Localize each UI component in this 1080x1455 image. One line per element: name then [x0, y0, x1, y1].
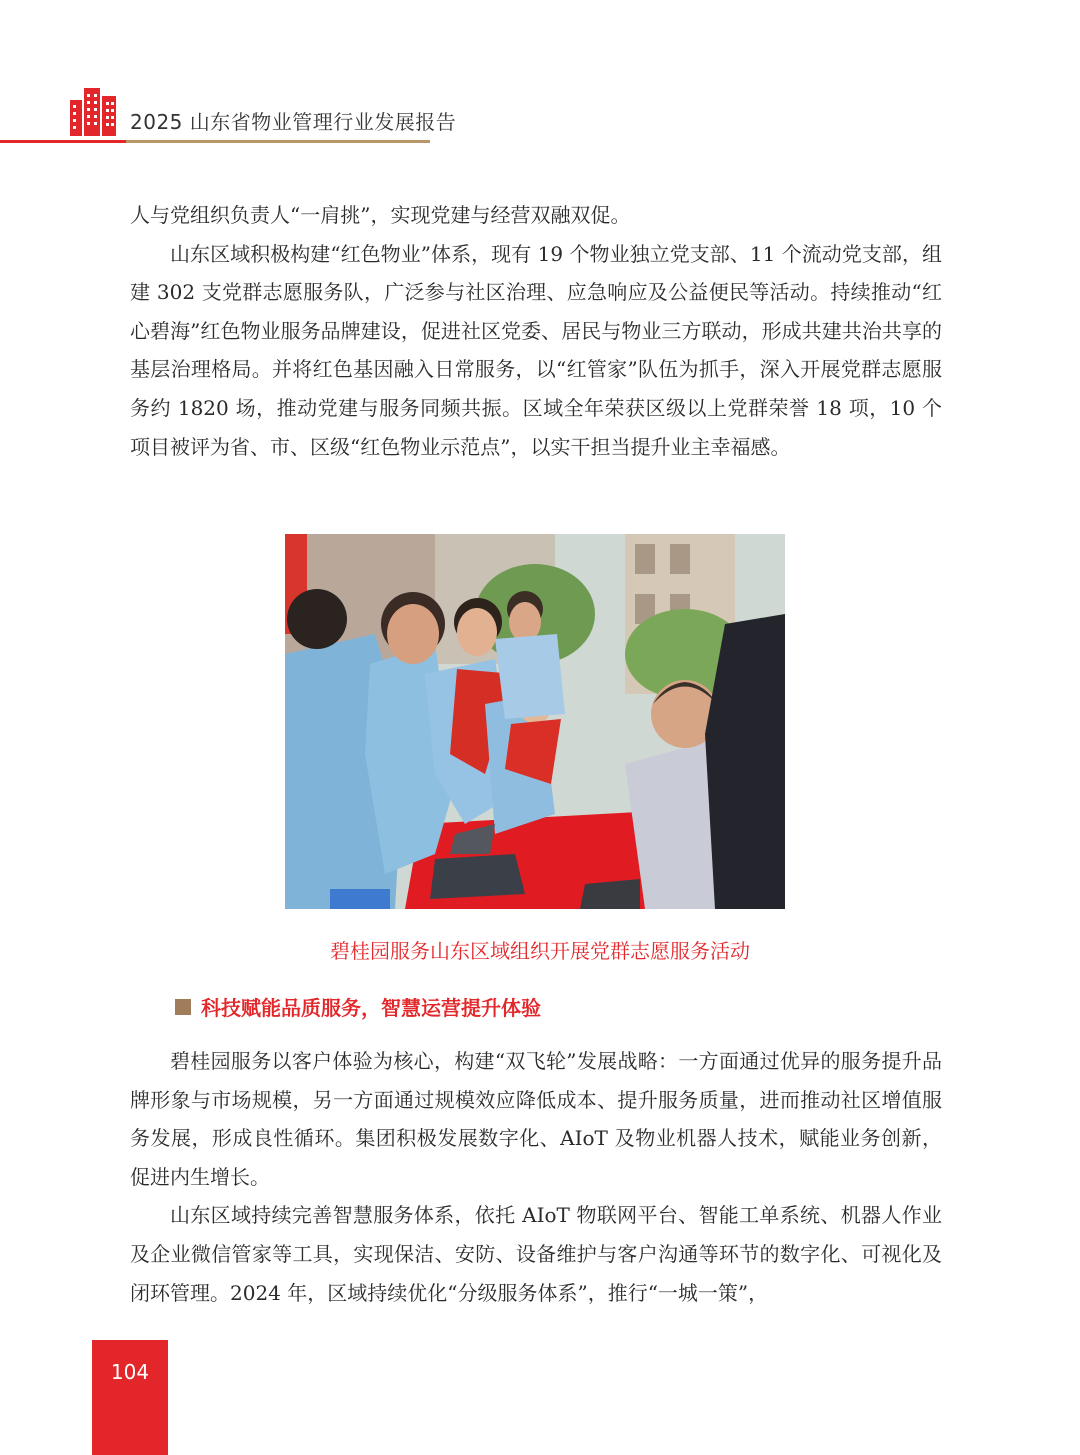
building-logo-icon — [68, 86, 118, 136]
paragraph: 山东区域持续完善智慧服务体系，依托 AIoT 物联网平台、智能工单系统、机器人作业及企业微信管家等工具，实现保洁、安防、设备维护与客户沟通等环节的数字化、可视化及闭环管理。2024 年，区域持续优化“分级服务体系”，推行“一城一策”， — [130, 1203, 942, 1305]
square-bullet-icon — [175, 999, 191, 1015]
body-text-bottom — [130, 1042, 942, 1312]
section-heading — [175, 992, 541, 1021]
header-gold-divider — [126, 140, 430, 143]
volunteer-activity-photo — [285, 534, 785, 909]
figure-caption: 碧桂园服务山东区域组织开展党群志愿服务活动 — [330, 939, 750, 963]
section-heading-text: 科技赋能品质服务，智慧运营提升体验 — [201, 996, 541, 1020]
paragraph: 山东区域积极构建“红色物业”体系，现有 19 个物业独立党支部、11 个流动党支部，组建 302 支党群志愿服务队，广泛参与社区治理、应急响应及公益便民等活动。持续推动“红心碧海”红色物业服务品牌建设，促进社区党委、居民与物业三方联动，形成共建共治共享的基层治理格局。并将红色基因融入日常服务，以“红管家”队伍为抓手，深入开展党群志愿服务约 1820 场，推动党建与服务同频共振。区域全年荣获区级以上党群荣誉 18 项，10 个项目被评为省、市、区级“红色物业示范点”，以实干担当提升业主幸福感。 — [130, 241, 942, 459]
paragraph: 碧桂园服务以客户体验为核心，构建“双飞轮”发展战略：一方面通过优异的服务提升品牌形象与市场规模，另一方面通过规模效应降低成本、提升服务质量，进而推动社区增值服务发展，形成良性循环。集团积极发展数字化、AIoT 及物业机器人技术，赋能业务创新，促进内生增长。 — [130, 1049, 942, 1189]
header-red-divider — [0, 140, 126, 143]
paragraph: 人与党组织负责人“一肩挑”，实现党建与经营双融双促。 — [130, 203, 631, 227]
page-number: 104 — [92, 1340, 168, 1455]
body-text-top — [130, 196, 942, 466]
report-title: 2025 山东省物业管理行业发展报告 — [130, 110, 457, 134]
